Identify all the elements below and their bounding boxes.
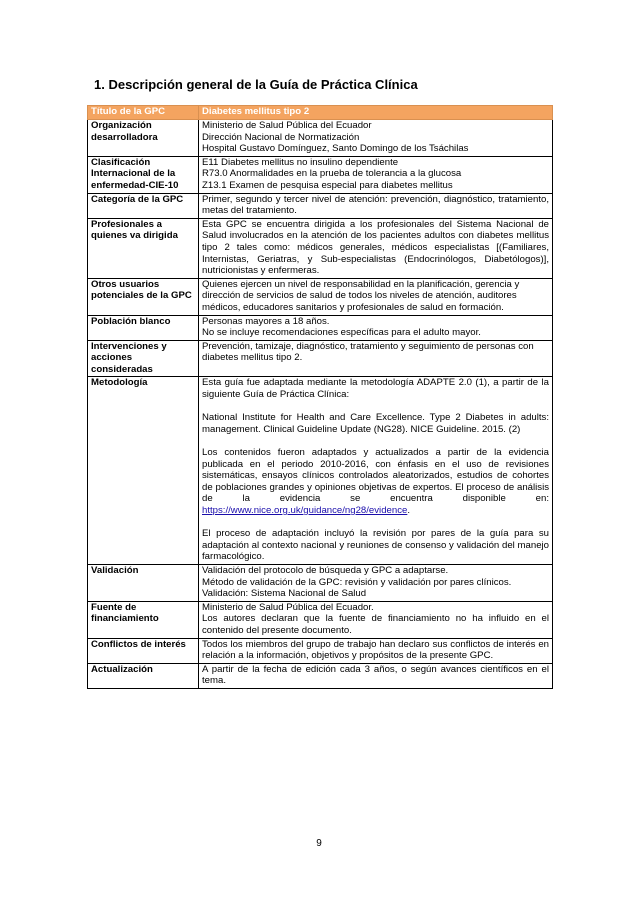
methodology-paragraph xyxy=(202,447,549,517)
methodology-paragraph: El proceso de adaptación incluyó la revisión por pares de la guía para su adaptación al contexto nacional y reuniones de consenso y validación del manejo farmacológico. xyxy=(202,528,549,563)
table-header-row xyxy=(88,106,553,120)
row-value: Quienes ejercen un nivel de responsabilidad en la planificación, gerencia y dirección de servicios de salud de todos los niveles de atención, auditores médicos, educadores sanitarios y profesionales de salud en formación. xyxy=(199,278,553,315)
row-value xyxy=(199,120,553,157)
row-value xyxy=(199,377,553,565)
row-label: Conflictos de interés xyxy=(88,638,199,663)
row-label: Validación xyxy=(88,564,199,601)
row-value xyxy=(199,564,553,601)
row-line: Hospital Gustavo Domínguez, Santo Domingo de los Tsáchilas xyxy=(202,143,469,155)
row-line: Z13.1 Examen de pesquisa especial para diabetes mellitus xyxy=(202,179,453,191)
row-label: Fuente de financiamiento xyxy=(88,601,199,638)
table-row xyxy=(88,564,553,601)
row-line: Validación del protocolo de búsqueda y GPC a adaptarse. xyxy=(202,564,449,576)
row-line: E11 Diabetes mellitus no insulino dependiente xyxy=(202,156,399,168)
table-row xyxy=(88,638,553,663)
section-title: 1. Descripción general de la Guía de Práctica Clínica xyxy=(94,77,418,92)
row-label: Población blanco xyxy=(88,315,199,340)
row-value xyxy=(199,315,553,340)
row-value: Primer, segundo y tercer nivel de atención: prevención, diagnóstico, tratamiento, metas del tratamiento. xyxy=(199,193,553,218)
row-label: Intervenciones y acciones consideradas xyxy=(88,340,199,377)
row-value xyxy=(199,156,553,193)
row-value: A partir de la fecha de edición cada 3 años, o según avances científicos en el tema. xyxy=(199,663,553,688)
table-row xyxy=(88,377,553,565)
row-line: Ministerio de Salud Pública del Ecuador. xyxy=(202,601,374,613)
row-line: Personas mayores a 18 años. xyxy=(202,315,330,327)
row-value xyxy=(199,601,553,638)
page-number: 9 xyxy=(316,838,322,849)
header-value: Diabetes mellitus tipo 2 xyxy=(199,106,553,120)
table-row xyxy=(88,663,553,688)
row-label: Metodología xyxy=(88,377,199,565)
methodology-paragraph: Esta guía fue adaptada mediante la metodología ADAPTE 2.0 (1), a partir de la siguiente Guía de Práctica Clínica: xyxy=(202,377,549,401)
evidence-link[interactable]: https://www.nice.org.uk/guidance/ng28/evidence xyxy=(202,505,408,516)
row-line: Ministerio de Salud Pública del Ecuador xyxy=(202,120,372,131)
table-row xyxy=(88,315,553,340)
row-line: No se incluye recomendaciones específicas para el adulto mayor. xyxy=(202,327,481,339)
row-line: Método de validación de la GPC: revisión y validación por pares clínicos. xyxy=(202,576,512,588)
table-row xyxy=(88,218,553,278)
row-label: Profesionales a quienes va dirigida xyxy=(88,218,199,278)
row-label: Clasificación Internacional de la enfermedad-CIE-10 xyxy=(88,156,199,193)
row-line: Validación: Sistema Nacional de Salud xyxy=(202,588,367,600)
row-line: Dirección Nacional de Normatización xyxy=(202,131,360,143)
link-suffix: . xyxy=(407,505,411,516)
table-row xyxy=(88,193,553,218)
methodology-paragraph: National Institute for Health and Care Excellence. Type 2 Diabetes in adults: management. Clinical Guideline Update (NG28). NICE Guideline. 2015. (2) xyxy=(202,412,549,435)
table-row xyxy=(88,156,553,193)
methodology-text: Los contenidos fueron adaptados y actualizados a partir de la evidencia publicada en el periodo 2010-2016, con énfasis en el uso de revisiones sistemáticas, ensayos clínicos controlados aleatorizados, estudios de cohortes de poblaciones grandes y opiniones objetivas de expertos. El proceso de análisis de la evidencia se encuentra disponible en: xyxy=(202,447,549,505)
row-label: Categoría de la GPC xyxy=(88,193,199,218)
row-label: Organización desarrolladora xyxy=(88,120,199,157)
row-value: Todos los miembros del grupo de trabajo han declaro sus conflictos de interés en relación a la información, objetivos y propósitos de la presente GPC. xyxy=(199,638,553,663)
row-label: Actualización xyxy=(88,663,199,688)
table-row xyxy=(88,278,553,315)
row-value: Prevención, tamizaje, diagnóstico, tratamiento y seguimiento de personas con diabetes mellitus tipo 2. xyxy=(199,340,553,377)
row-line: R73.0 Anormalidades en la prueba de tolerancia a la glucosa xyxy=(202,168,462,180)
row-label: Otros usuarios potenciales de la GPC xyxy=(88,278,199,315)
table-row xyxy=(88,340,553,377)
table-row xyxy=(88,120,553,157)
row-line: Los autores declaran que la fuente de financiamiento no ha influido en el contenido del presente documento. xyxy=(202,613,549,636)
table-row xyxy=(88,601,553,638)
header-label: Título de la GPC xyxy=(88,106,199,120)
gpc-summary-table xyxy=(87,105,553,689)
row-value: Esta GPC se encuentra dirigida a los profesionales del Sistema Nacional de Salud involucrados en la atención de los pacientes adultos con diabetes mellitus tipo 2 tales como: médicos generales, médicos especialistas [(Familiares, Internistas, Geriatras, y Sub-especialistas (Endocrinólogos, Diabetólogos)], nutricionistas y enfermeras. xyxy=(199,218,553,278)
